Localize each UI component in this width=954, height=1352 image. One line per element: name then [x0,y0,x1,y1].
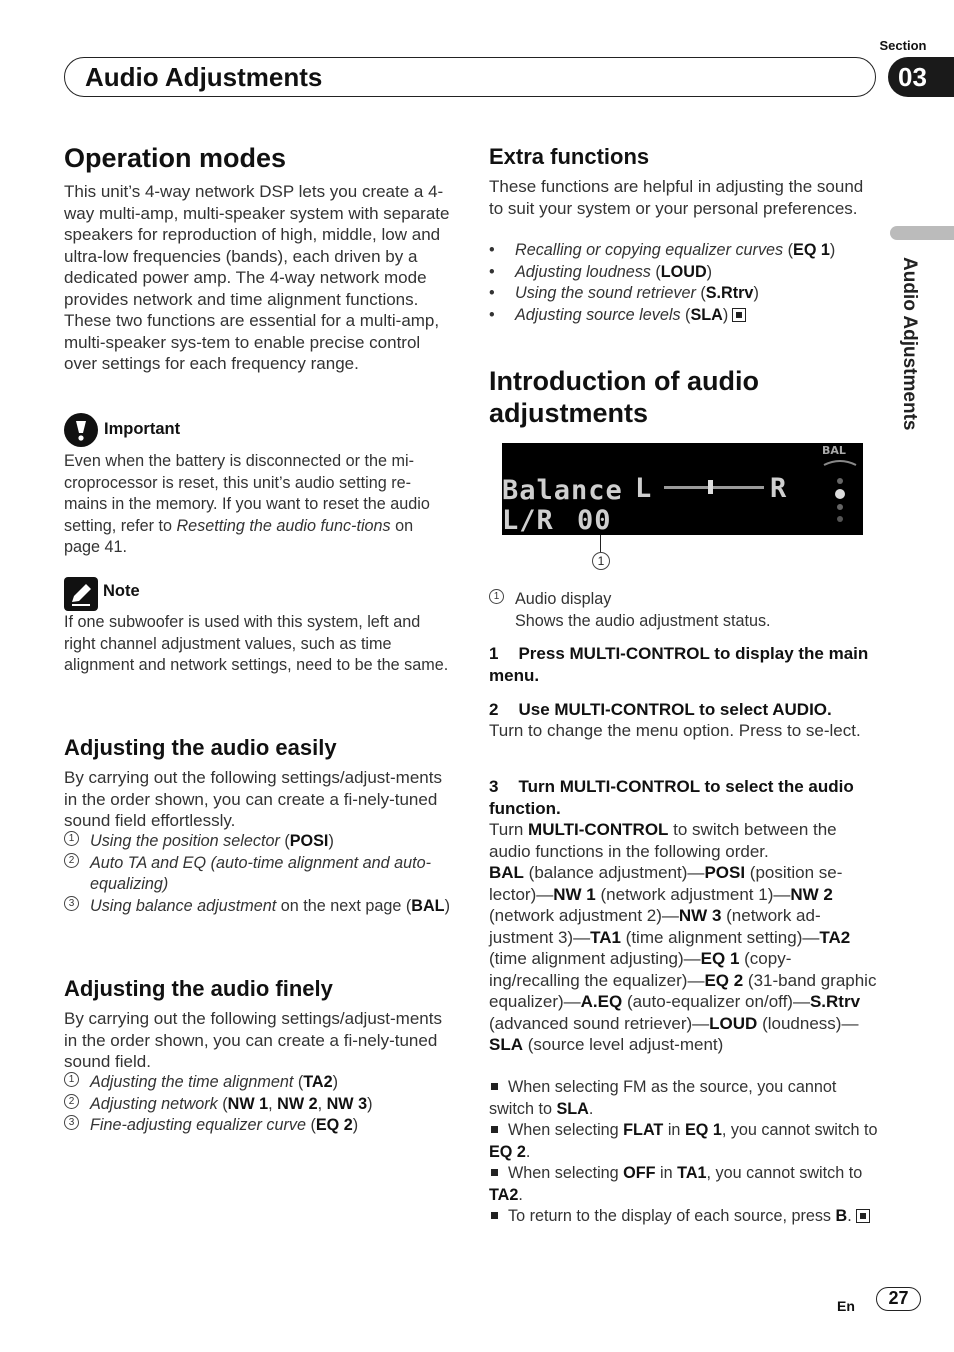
note-icon [64,577,98,611]
important-text: Even when the battery is disconnected or the mi-croprocessor is reset, this unit’s audio setting re-mains in the memory. If you want to reset the audio setting, refer to Resetting the audio func-tions on page 41. [64,452,430,556]
square-bullet-icon [491,1169,498,1176]
step-3: 3 Turn MULTI-CONTROL to select the audio function. [489,777,854,818]
list-item: When selecting FM as the source, you cannot switch to SLA. [489,1078,837,1118]
operation-modes-intro: This unit’s 4-way network DSP lets you create a 4-way multi-amp, multi-speaker system with separate speakers for reproduction of high, middle, low and ultra-low frequencies (bands), each driven by a dedicated power amp. The 4-way network mode provides network and time alignment functions. These two functions are essential for a multi-amp, multi-speaker sys-tem to enable precise control over settings for each frequency range. [64,182,450,373]
speaker-position-icon [818,455,863,535]
step-2-text: Turn to change the menu option. Press to se-lect. [489,721,861,740]
header-bar [64,57,876,97]
step-1: 1 Press MULTI-CONTROL to display the main menu. [489,644,869,685]
square-bullet-icon [491,1083,498,1090]
display-r: R [770,473,788,504]
section-number: 03 [888,57,954,97]
list-item: 1 Adjusting the time alignment (TA2) [64,1072,454,1094]
list-item: 2 Auto TA and EQ (auto-time alignment and auto-equalizing) [64,853,454,896]
callout-marker: 1 [592,552,610,572]
important-icon [64,413,98,447]
footer-language: En [837,1298,855,1314]
list-item: To return to the display of each source, press B. [489,1206,879,1228]
side-label: Audio Adjustments [899,257,920,431]
square-bullet-icon [491,1126,498,1133]
list-item: • Adjusting loudness (LOUD) [489,262,713,281]
list-item: 1 Using the position selector (POSI) [64,831,454,853]
display-caption [489,589,879,632]
caption-row: 1 Audio display Shows the audio adjustment status. [489,589,879,632]
easily-list [64,831,454,917]
important-label: Important [104,420,181,438]
list-item: • Adjusting source levels (SLA) [489,305,879,327]
list-item: When selecting OFF in TA1, you cannot switch to TA2. [489,1164,863,1204]
step-2: 2 Use MULTI-CONTROL to select AUDIO. [489,700,832,719]
audio-display [502,443,863,535]
notes-list [489,1077,879,1228]
operation-modes-title: Operation modes [64,143,287,173]
header-title: Audio Adjustments [85,62,323,92]
callout-line [600,535,601,553]
end-mark-icon [856,1209,870,1223]
balance-bar [664,486,764,489]
note-text: If one subwoofer is used with this system, left and right channel adjustment values, such as time alignment and network settings, need to be the same. [64,613,449,674]
section-label: Section [879,38,927,53]
side-tab [890,226,954,240]
display-balance-text: Balance [502,475,623,506]
list-item: 2 Adjusting network (NW 1, NW 2, NW 3) [64,1094,454,1116]
list-item: • Recalling or copying equalizer curves (EQ 1) [489,241,836,259]
intro-audio-title: Introduction of audio adjustments [489,366,759,428]
display-value: 00 [577,505,612,535]
easily-intro: By carrying out the following settings/adjust-ments in the order shown, you can create a fi-nely-tuned sound field effortlessly. [64,768,442,830]
easily-title: Adjusting the audio easily [64,735,337,760]
extra-functions-intro: These functions are helpful in adjusting the sound to suit your system or your personal preferences. [489,177,864,218]
page-number: 27 [876,1287,921,1311]
finely-title: Adjusting the audio finely [64,976,333,1001]
extra-functions-title: Extra functions [489,144,650,169]
step-3-text: Turn MULTI-CONTROL to switch between the audio functions in the following order. BAL (balance adjustment)—POSI (position se-lector)—NW 1 (network adjustment 1)—NW 2 (network adjustment 2)—NW 3 (network ad-justment 3)—TA1 (time alignment setting)—TA2 (time alignment adjusting)—EQ 1 (copy-ing/recalling the equalizer)—EQ 2 (31-band graphic equalizer)—A.EQ (auto-equalizer on/off)—S.Rtrv (advanced sound retriever)—LOUD (loudness)—SLA (source level adjust-ment) [489,820,877,1054]
list-item: 3 Using balance adjustment on the next page (BAL) [64,896,454,918]
square-bullet-icon [491,1212,498,1219]
balance-marker [708,480,713,494]
finely-list [64,1072,454,1137]
finely-intro: By carrying out the following settings/adjust-ments in the order shown, you can create a fi-nely-tuned sound field. [64,1009,442,1071]
display-l: L [635,473,653,504]
display-bal-label: BAL [822,444,846,457]
list-item: 3 Fine-adjusting equalizer curve (EQ 2) [64,1115,454,1137]
display-lr-text: L/R [502,505,554,535]
end-mark-icon [732,308,746,322]
extra-functions-list [489,240,879,326]
note-label: Note [103,582,140,600]
list-item: When selecting FLAT in EQ 1, you cannot switch to EQ 2. [489,1121,878,1161]
list-item: • Using the sound retriever (S.Rtrv) [489,284,759,302]
